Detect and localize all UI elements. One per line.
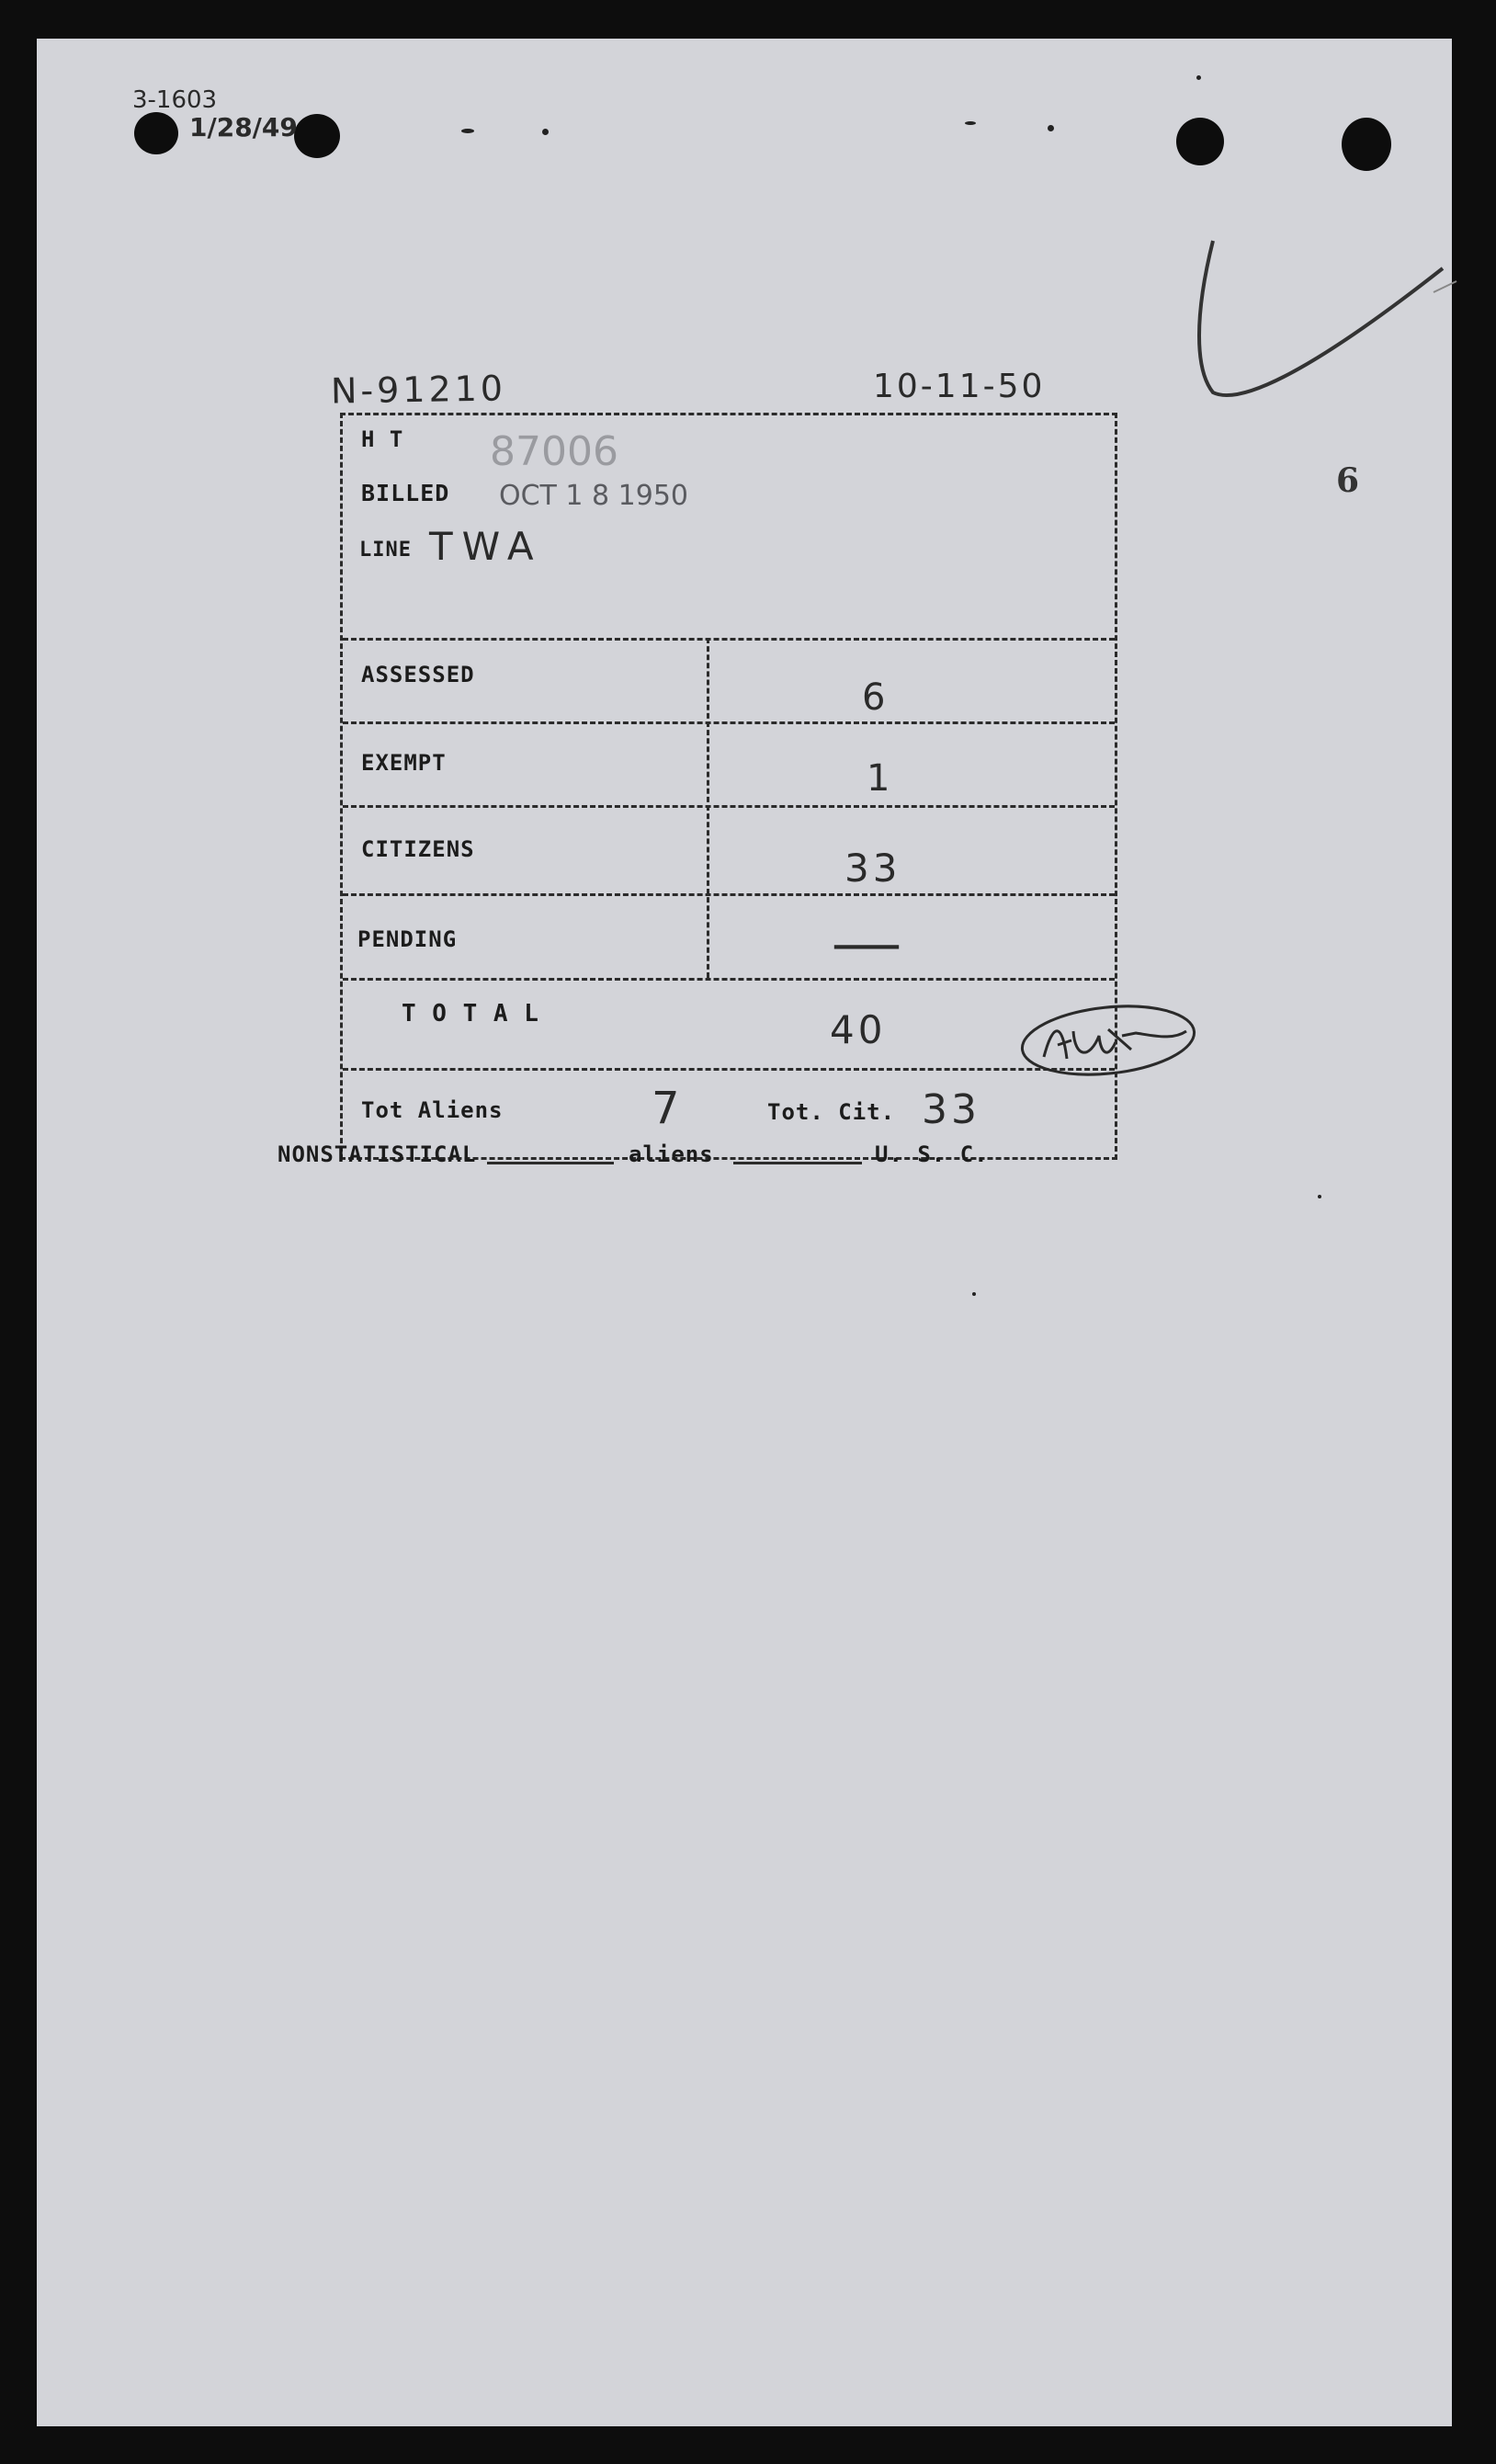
row-value-pending: — xyxy=(831,912,902,976)
punch-hole xyxy=(1342,118,1391,171)
tot-cit-label: Tot. Cit. xyxy=(767,1099,896,1125)
line-value: TWA xyxy=(429,524,543,569)
manifest-form xyxy=(340,413,1117,1160)
row-label-exempt: EXEMPT xyxy=(361,750,447,776)
punch-hole xyxy=(1176,118,1224,165)
pen-check-mark xyxy=(1158,186,1461,461)
punch-hole xyxy=(294,114,340,158)
form-date: 1/28/49 xyxy=(189,112,298,142)
usc-label: U. S. C. xyxy=(875,1141,989,1167)
form-number: 3-1603 xyxy=(132,86,218,114)
tot-aliens-value: 7 xyxy=(652,1083,680,1134)
speck xyxy=(1048,125,1054,131)
document-sheet xyxy=(37,39,1452,2426)
ht-number: 87006 xyxy=(490,428,618,475)
tot-aliens-label: Tot Aliens xyxy=(361,1097,504,1123)
row-label-assessed: ASSESSED xyxy=(361,662,475,687)
tot-cit-value: 33 xyxy=(922,1086,980,1133)
ht-label: H T xyxy=(361,426,404,452)
row-label-citizens: CITIZENS xyxy=(361,836,475,862)
nonstat-label: NONSTATISTICAL xyxy=(278,1141,477,1167)
punch-hole xyxy=(134,112,178,154)
row-value-citizens: 33 xyxy=(844,846,901,891)
speck xyxy=(972,1292,976,1296)
row-value-exempt: 1 xyxy=(867,757,890,800)
file-number: N-91210 xyxy=(330,368,507,412)
aliens-blank xyxy=(733,1162,862,1164)
total-label: T O T A L xyxy=(402,1000,539,1028)
aliens-label: aliens xyxy=(629,1141,714,1167)
line-label: LINE xyxy=(359,539,412,562)
side-mark: 6 xyxy=(1336,461,1361,500)
speck xyxy=(1196,75,1201,80)
row-label-pending: PENDING xyxy=(357,926,458,952)
billed-date: OCT 1 8 1950 xyxy=(499,480,689,512)
initials-circle-mark xyxy=(1016,994,1200,1086)
speck xyxy=(965,121,976,125)
header-date: 10-11-50 xyxy=(873,368,1046,405)
row-value-assessed: 6 xyxy=(862,676,886,719)
total-value: 40 xyxy=(830,1007,887,1052)
speck xyxy=(1318,1195,1321,1198)
speck xyxy=(461,129,474,133)
billed-label: BILLED xyxy=(361,480,450,506)
speck xyxy=(542,129,549,135)
nonstat-blank xyxy=(487,1162,614,1164)
